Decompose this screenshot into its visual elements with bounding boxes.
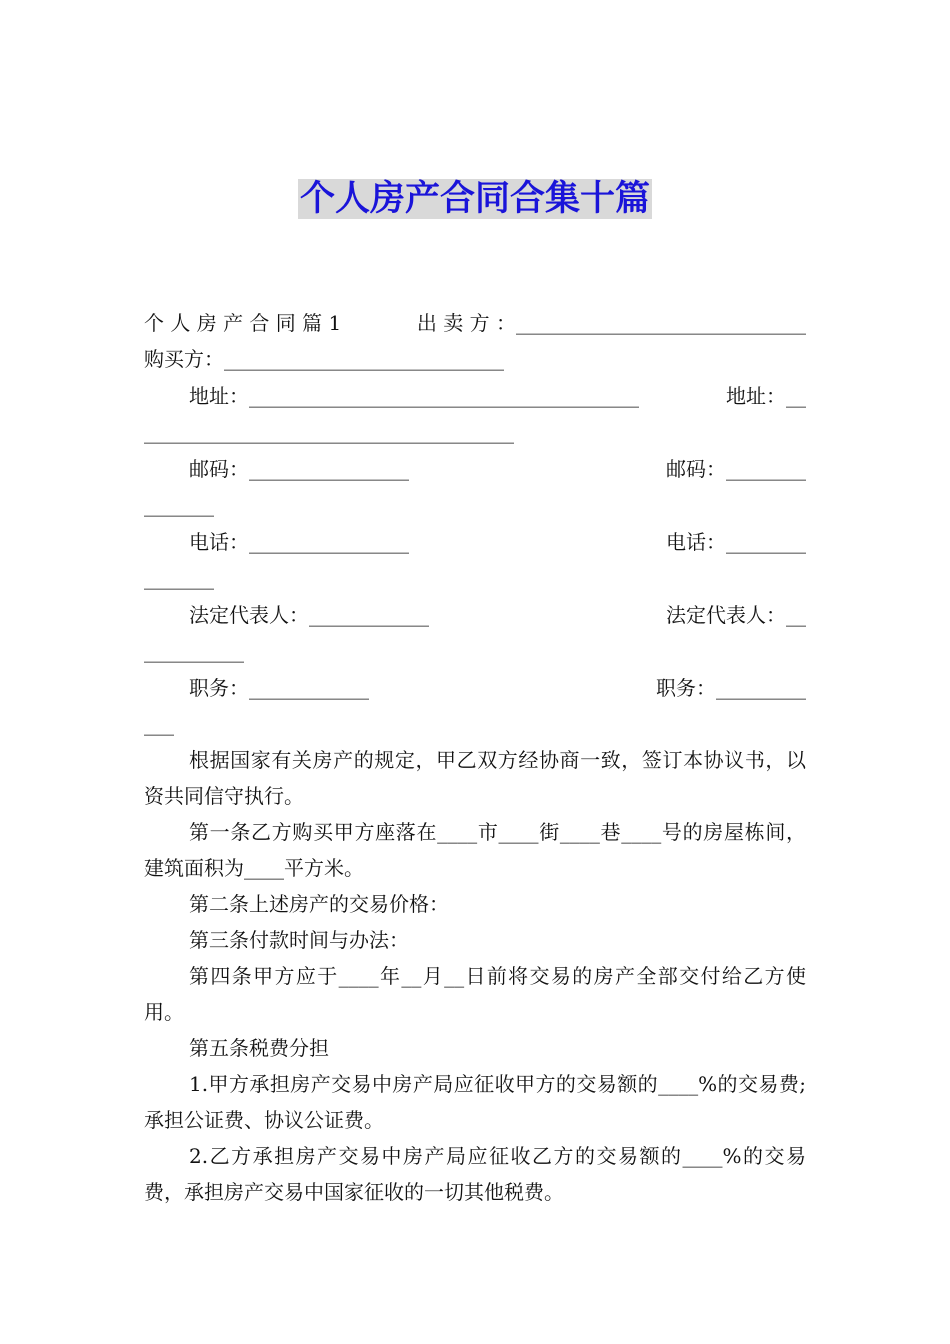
- seller-address-field: 地址：_______________________________________: [189, 384, 639, 408]
- paragraph-article-2: 第二条上述房产的交易价格：: [189, 892, 449, 916]
- paragraph-article-4: 第四条甲方应于____年__月__日前将交易的房产全部交付给乙方使用。: [144, 964, 806, 1024]
- position-continuation: [144, 706, 806, 742]
- document-title-text: 个人房产合同合集十篇: [299, 179, 650, 219]
- buyer-phone-blank: _______: [144, 566, 214, 590]
- zip-line: [144, 451, 806, 487]
- buyer-field: 购买方：____________________________: [144, 347, 504, 371]
- phone-continuation: [144, 560, 806, 596]
- paragraph-article-5-item-1: 1.甲方承担房产交易中房产局应征收甲方的交易额的____%的交易费;承担公证费、协议公证费。: [144, 1072, 806, 1132]
- seller-phone-field: 电话：________________: [189, 530, 409, 554]
- seller-representative-field: 法定代表人：____________: [189, 603, 429, 627]
- paragraph-article-1: 第一条乙方购买甲方座落在____市____街____巷____号的房屋栋间，建筑面积为____平方米。: [144, 820, 806, 880]
- seller-zip-field: 邮码：________________: [189, 457, 409, 481]
- buyer-position-blank: ___: [144, 712, 174, 736]
- buyer-phone-field: 电话：________: [666, 530, 806, 554]
- seller-position-field: 职务：____________: [189, 676, 369, 700]
- paragraph-article-5: 第五条税费分担: [189, 1036, 329, 1060]
- buyer-address-field: 地址：__: [726, 384, 806, 408]
- buyer-line: [144, 341, 806, 377]
- buyer-representative-field: 法定代表人：__: [666, 603, 806, 627]
- buyer-address-blank: _____________________________________: [144, 420, 514, 444]
- paragraph-preamble: 根据国家有关房产的规定，甲乙双方经协商一致，签订本协议书，以资共同信守执行。: [144, 748, 806, 808]
- representative-line: [144, 597, 806, 633]
- buyer-position-field: 职务：_________: [656, 676, 806, 700]
- buyer-zip-field: 邮码：________: [666, 457, 806, 481]
- representative-continuation: [144, 633, 806, 669]
- position-line: [144, 670, 806, 706]
- zip-continuation: [144, 487, 806, 523]
- paragraph-article-5-item-2: 2.乙方承担房产交易中房产局应征收乙方的交易额的____%的交易费，承担房产交易中国家征收的一切其他税费。: [144, 1144, 806, 1204]
- paragraph-article-3: 第三条付款时间与办法：: [189, 928, 409, 952]
- document-title: [0, 176, 950, 222]
- contract-heading-line: [144, 305, 806, 341]
- buyer-zip-blank: _______: [144, 493, 214, 517]
- buyer-representative-blank: __________: [144, 639, 244, 663]
- seller-field: 出 卖 方 ：_____________________________: [416, 311, 806, 335]
- address-line: [144, 378, 806, 414]
- contract-heading: 个 人 房 产 合 同 篇 1: [144, 311, 342, 335]
- contract-body: [144, 305, 806, 1210]
- address-continuation: [144, 414, 806, 450]
- phone-line: [144, 524, 806, 560]
